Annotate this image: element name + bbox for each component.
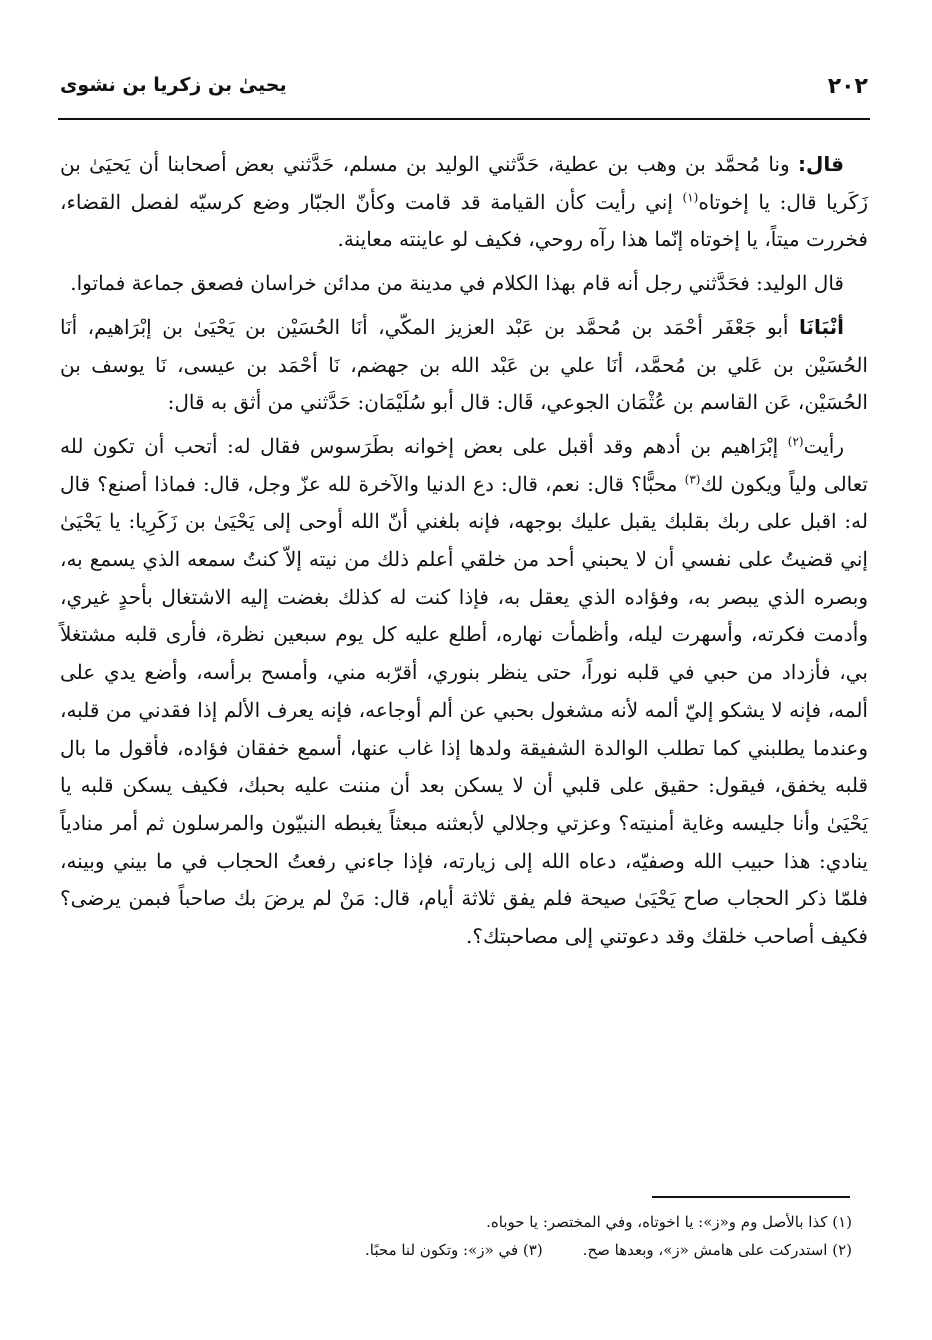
footnote-marker: (٢) [787,434,804,449]
header-rule [58,118,870,120]
paragraph-text: محبًّا؟ قال: نعم، قال: دع الدنيا والآخرة لله عزّ وجل، قال: فماذا أصنع؟ قال له: اقبل على ربك بقلبك يقبل عليك بوجهه، فإنه بلغني أنّ الله أوحى إلى يَحْيَىٰ بن زَكَرِيا: يا يَحْيَىٰ إني قضيتُ على نفسي أن لا يحبني أحد من خلقي أعلم ذلك من نيته إلاّ كنتُ سمعه الذي يسمع به، وبصره الذي يبصر به، وفؤاده الذي يعقل به، فإذا كنت له كذلك بغضت إليه الاشتغال بأحدٍ غيري، وأدمت فكرته، وأسهرت ليله، وأظمأت نهاره، أطلع عليه كل يوم سبعين نظرة، فأرى قلبه مشتغلاً بي، فأزداد من حبي في قلبه نوراً، حتى ينظر بنوري، أقرّبه مني، وأمسح برأسه، وأضع يدي على ألمه، فإنه لا يشكو إليّ ألمه لأنه مشغول بحبي عن ألم أوجاعه، فإنه يعرف الألم إذا فقدني من قلبه، وعندما يطلبني كما تطلب الوالدة الشفيقة ولدها إذا غاب عنها، أسمع خفقان فؤاده، فأقول ما بال قلبه يخفق، فيقول: حقيق على قلبي أن لا يسكن بعد أن مننت عليه بحبك، فكيف يسكن قلبه يا يَحْيَىٰ وأنا جليسه وغاية أمنيته؟ وعزتي وجلالي لأبعثنه مبعثاً يغبطه النبيّون والمرسلون ثم أمر منادياً ينادي: هذا حبيب الله وصفيّه، دعاه الله إلى زيارته، فإذا جاءني رفعتُ الحجاب في ما بيني وبينه، فلمّا ذكر الحجاب صاح يَحْيَىٰ صيحة فلم يفق ثلاثة أيام، قال: مَنْ لم يرضَ بك صاحباً فبمن يرضى؟ فكيف أصاحب خلقك وقد دعوتني إلى مصاحبتك؟. [60,471,868,949]
page-number: ٢٠٢ [827,74,868,99]
paragraph-text: إبْرَاهيم بن أدهم وقد أقبل على بعض إخوانه بطَرَسوس فقال له: أتحب أن تكون لله تعالى ولياً ويكون لك [60,433,868,496]
page-header [60,66,868,106]
footnote-marker: (١) [682,190,699,205]
paragraph-text: رأيت [803,433,844,458]
footnote-marker: (٣) [684,471,701,486]
footnote-2: (٢) استدركت على هامش «ز»، وبعدها صح. [582,1241,852,1259]
footnote-row [60,1236,852,1264]
running-title: يحيىٰ بن زكريا بن نشوى [60,74,287,96]
paragraph-1 [60,146,868,259]
footnote-3: (٣) في «ز»: وتكون لنا محبًا. [365,1241,543,1259]
paragraph-lead-word: أنْبَانَا [798,314,844,339]
paragraph-3 [60,309,868,422]
paragraph-text: ونا مُحمَّد بن وهب بن عطية، حَدَّثني الوليد بن مسلم، حَدَّثني بعض أصحابنا أن يَحيَىٰ بن زَكَريا قال: يا إخوتاه [60,152,869,214]
footnote-1: (١) كذا بالأصل وم و«ز»: يا اخوتاه، وفي المختصر: يا حوباه. [486,1213,852,1231]
footnotes [60,1208,852,1264]
paragraph-2: قال الوليد: فحَدَّثني رجل أنه قام بهذا الكلام في مدينة من مدائن خراسان فصعق جماعة فماتوا. [70,271,844,296]
footnote-rule [652,1196,850,1198]
paragraph-4 [60,428,868,956]
paragraph-lead-word: قال: [798,152,844,176]
paragraph-text: أبو جَعْفَر أحْمَد بن مُحمَّد بن عَبْد العزيز المكّي، أنَا الحُسَيْن بن يَحْيَىٰ بن إبْرَاهيم، أنَا الحُسَيْن بن عَلي بن مُحمَّد، أنَا علي بن عَبْد الله بن جهضم، نَا أحْمَد بن عيسى، نَا يوسف بن الحُسَيْن، عَن القاسم بن عُثْمَان الجوعي، قَال: قال أبو سُلَيْمَان: حَدَّثني من أثق به قال: [60,314,868,415]
paragraph-text: إني رأيت كأن القيامة قد قامت وكأنّ الجبّار وضع كرسيّه لفصل القضاء، فخررت ميتاً، يا إخوتاه إنّما هذا رآه روحي، فكيف لو عاينته معاينة. [60,189,868,252]
main-text [60,146,868,962]
